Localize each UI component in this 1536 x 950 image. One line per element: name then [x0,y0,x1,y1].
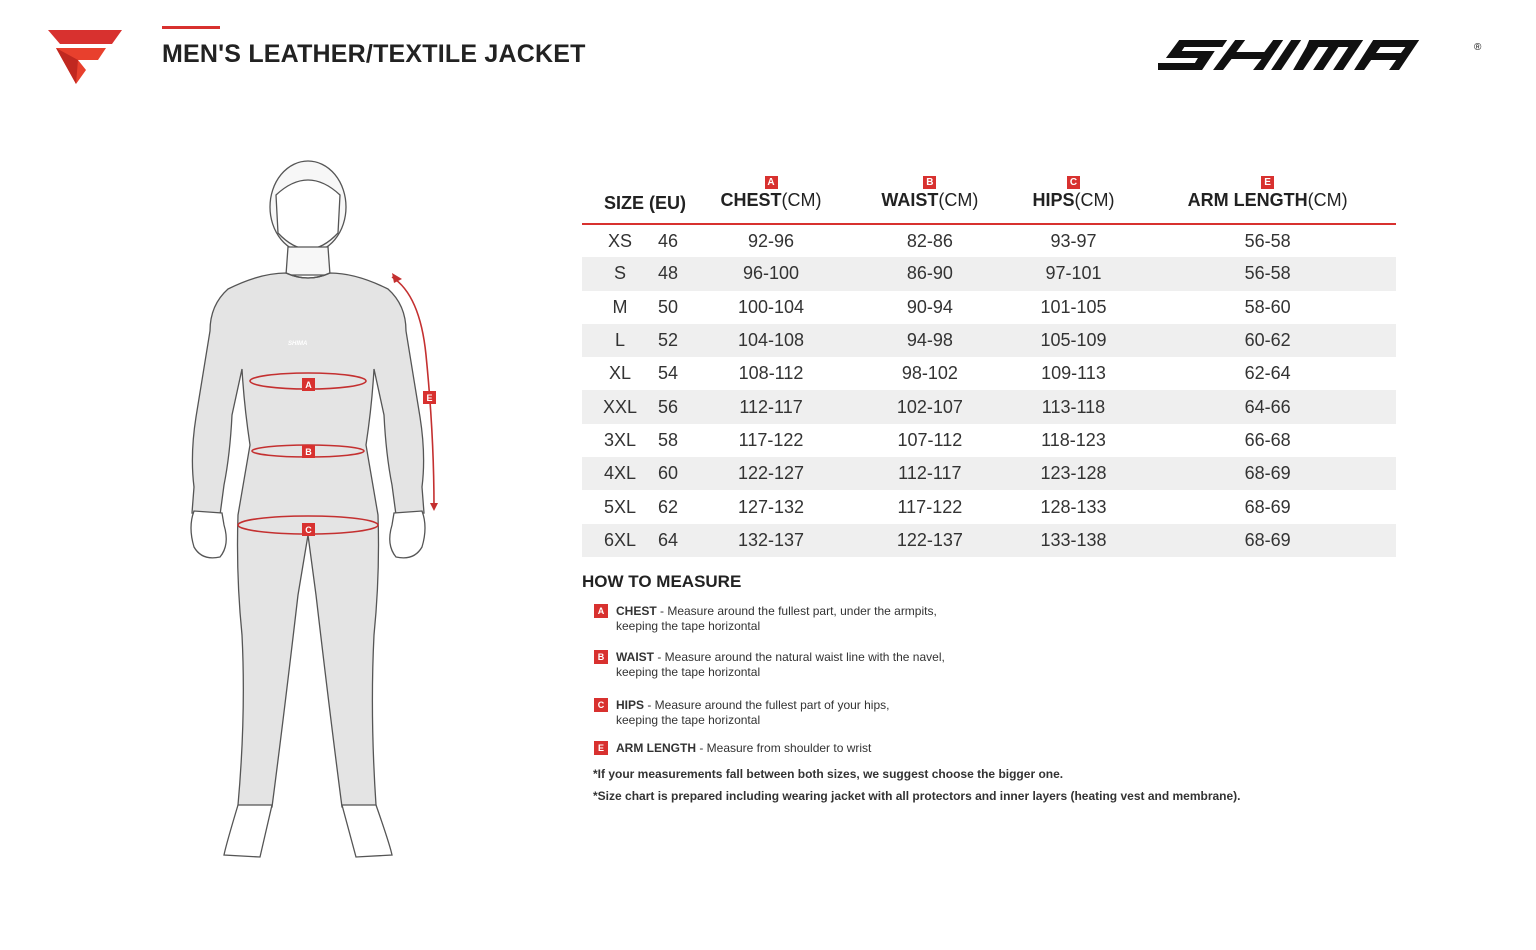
waist-cell: 122-137 [852,524,1008,557]
eu-cell: 48 [658,257,690,290]
waist-cell: 107-112 [897,429,963,450]
layers-note: *Size chart is prepared including wearing jacket with all protectors and inner layers (heating vest and membrane). [593,789,1241,803]
size-cell: 6XL [582,524,658,557]
arm-cell: 66-68 [1244,429,1291,450]
hips-cell: 123-128 [1008,457,1140,490]
hips-cell: 118-123 [1041,429,1106,450]
eu-cell: 60 [658,457,690,490]
arm-cell: 68-69 [1139,457,1396,490]
waist-cell: 98-102 [901,363,958,384]
registered-mark: ® [1474,42,1482,53]
table-row [582,424,1396,457]
chest-cell: 104-108 [690,324,852,357]
chest-cell: 117-122 [738,429,804,450]
eu-cell: 50 [658,296,679,317]
size-cell: 5XL [603,496,637,517]
eu-cell: 62 [658,496,679,517]
size-cell: XL [608,363,632,384]
chest-cell: 92-96 [748,230,795,251]
shirt-logo: SHIMA [288,341,308,347]
chest-cell: 96-100 [690,257,852,290]
eu-cell: 52 [658,324,690,357]
arm-column-header: E ARM LENGTH(CM) [1139,170,1396,224]
arm-badge: E [1261,176,1274,189]
waist-badge: B [923,176,936,189]
waist-column-header: B WAIST(CM) [852,170,1008,224]
arm-cell: 58-60 [1244,296,1291,317]
waist-cell: 117-122 [897,496,963,517]
waist-cell: 82-86 [906,230,953,251]
brand-logo [1158,38,1488,76]
chest-cell: 100-104 [738,296,805,317]
table-row [582,457,1396,490]
hips-badge: C [594,698,608,712]
size-cell: M [612,296,628,317]
waist-cell: 112-117 [852,457,1008,490]
hips-cell: 101-105 [1040,296,1107,317]
eu-cell: 54 [658,363,679,384]
chest-cell: 122-127 [690,457,852,490]
title-accent-rule [162,26,220,29]
measure-item-chest: A CHEST - Measure around the fullest part, under the armpits, keeping the tape horizontal [594,604,937,634]
table-row [582,257,1396,290]
how-to-measure-title: HOW TO MEASURE [582,572,742,591]
waist-cell: 94-98 [852,324,1008,357]
arm-marker: E [426,393,433,403]
hips-badge: C [1067,176,1080,189]
size-table [582,170,1396,557]
hips-cell: 113-118 [1008,390,1140,423]
size-cell: XS [607,230,632,251]
hips-cell: 109-113 [1041,363,1106,384]
waist-cell: 86-90 [852,257,1008,290]
size-cell: XXL [582,390,658,423]
brand-mark-icon [46,28,124,86]
eu-cell: 64 [658,524,690,557]
hips-cell: 97-101 [1008,257,1140,290]
chest-cell: 127-132 [738,496,805,517]
size-note: *If your measurements fall between both sizes, we suggest choose the bigger one. [593,767,1064,781]
table-row [582,324,1396,357]
size-cell: 4XL [582,457,658,490]
arm-cell: 68-69 [1244,496,1291,517]
size-column-header: SIZE (EU) [582,170,690,224]
eu-cell: 56 [658,390,690,423]
arm-cell: 68-69 [1139,524,1396,557]
arm-cell: 60-62 [1139,324,1396,357]
hips-cell: 128-133 [1040,496,1107,517]
hips-cell: 93-97 [1050,230,1097,251]
chest-cell: 108-112 [738,363,804,384]
body-figure [180,155,460,865]
hips-marker: C [305,525,312,535]
arm-cell: 56-58 [1139,257,1396,290]
table-row [582,490,1396,523]
table-row [582,390,1396,423]
arm-cell: 62-64 [1244,363,1291,384]
hips-column-header: C HIPS(CM) [1008,170,1140,224]
table-row [582,291,1396,324]
measure-item-waist: B WAIST - Measure around the natural waist line with the navel, keeping the tape horizontal [594,650,945,680]
arm-badge: E [594,741,608,755]
page-title: MEN'S LEATHER/TEXTILE JACKET [162,40,586,68]
size-cell: 3XL [603,429,637,450]
measure-item-arm: E ARM LENGTH - Measure from shoulder to wrist [594,741,871,756]
eu-cell: 58 [658,429,679,450]
waist-cell: 90-94 [906,296,953,317]
arm-cell: 56-58 [1244,230,1291,251]
waist-cell: 102-107 [852,390,1008,423]
eu-cell: 46 [658,230,679,251]
measure-item-hips: C HIPS - Measure around the fullest part of your hips, keeping the tape horizontal [594,698,889,728]
chest-badge: A [765,176,778,189]
waist-marker: B [305,447,312,457]
hips-cell: 105-109 [1008,324,1140,357]
waist-badge: B [594,650,608,664]
chest-cell: 132-137 [690,524,852,557]
table-row [582,224,1396,257]
chest-marker: A [305,380,312,390]
table-header-row [582,170,1396,224]
chest-badge: A [594,604,608,618]
arm-cell: 64-66 [1139,390,1396,423]
chest-column-header: A CHEST(CM) [690,170,852,224]
size-cell: L [582,324,658,357]
table-row [582,357,1396,390]
hips-cell: 133-138 [1008,524,1140,557]
table-row [582,524,1396,557]
size-cell: S [582,257,658,290]
chest-cell: 112-117 [690,390,852,423]
